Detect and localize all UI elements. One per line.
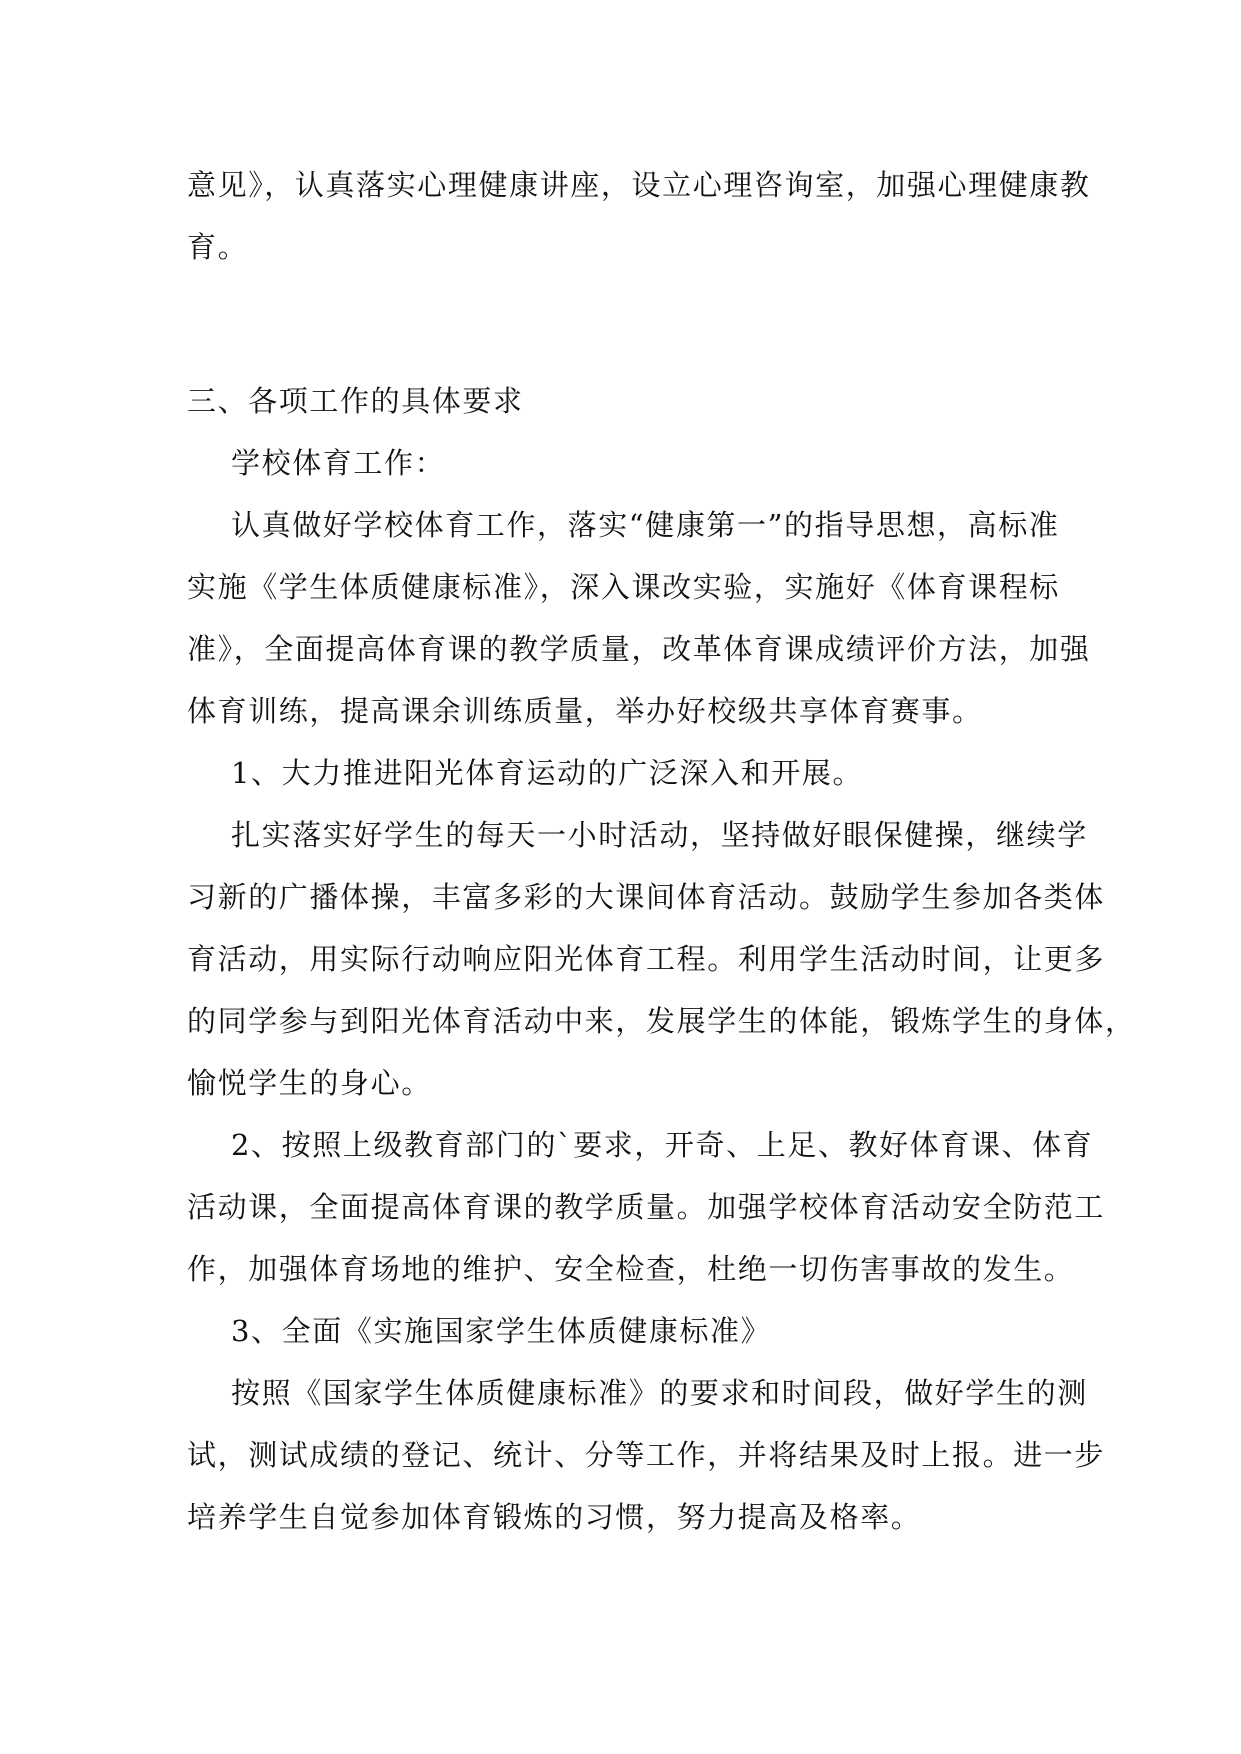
text-line: 实施《学生体质健康标准》，深入课改实验，实施好《体育课程标	[187, 570, 1060, 604]
text-line: 试，测试成绩的登记、统计、分等工作，并将结果及时上报。进一步	[187, 1438, 1106, 1472]
text-line: 培养学生自觉参加体育锻炼的习惯，努力提高及格率。	[187, 1500, 922, 1534]
text-line: 活动课，全面提高体育课的教学质量。加强学校体育活动安全防范工	[187, 1190, 1106, 1224]
text-line: 准》，全面提高体育课的教学质量，改革体育课成绩评价方法，加强	[187, 632, 1091, 666]
text-line: 育。	[187, 230, 249, 264]
text-line: 认真做好学校体育工作，落实“健康第一”的指导思想，高标准	[231, 508, 1060, 542]
text-line: 愉悦学生的身心。	[187, 1066, 432, 1100]
list-item-heading: 1、大力推进阳光体育运动的广泛深入和开展。	[231, 756, 864, 790]
text-line: 扎实落实好学生的每天一小时活动，坚持做好眼保健操，继续学	[231, 818, 1088, 852]
text-line: 作，加强体育场地的维护、安全检查，杜绝一切伤害事故的发生。	[187, 1252, 1075, 1286]
list-item-heading: 3、全面《实施国家学生体质健康标准》	[231, 1314, 772, 1348]
text-line: 意见》，认真落实心理健康讲座，设立心理咨询室，加强心理健康教	[187, 168, 1091, 202]
document-body	[187, 154, 1136, 1548]
text-line: 体育训练，提高课余训练质量，举办好校级共享体育赛事。	[187, 694, 983, 728]
text-line: 育活动，用实际行动响应阳光体育工程。利用学生活动时间，让更多	[187, 942, 1106, 976]
text-line: 习新的广播体操，丰富多彩的大课间体育活动。鼓励学生参加各类体	[187, 880, 1106, 914]
text-line: 按照《国家学生体质健康标准》的要求和时间段，做好学生的测	[231, 1376, 1088, 1410]
subsection-heading: 学校体育工作：	[231, 446, 446, 480]
text-line: 2、按照上级教育部门的`要求，开奇、上足、教好体育课、体育	[231, 1128, 1094, 1162]
section-heading: 三、各项工作的具体要求	[187, 384, 524, 418]
text-line: 的同学参与到阳光体育活动中来，发展学生的体能，锻炼学生的身体，	[187, 1004, 1136, 1038]
section-spacer	[187, 278, 1053, 370]
